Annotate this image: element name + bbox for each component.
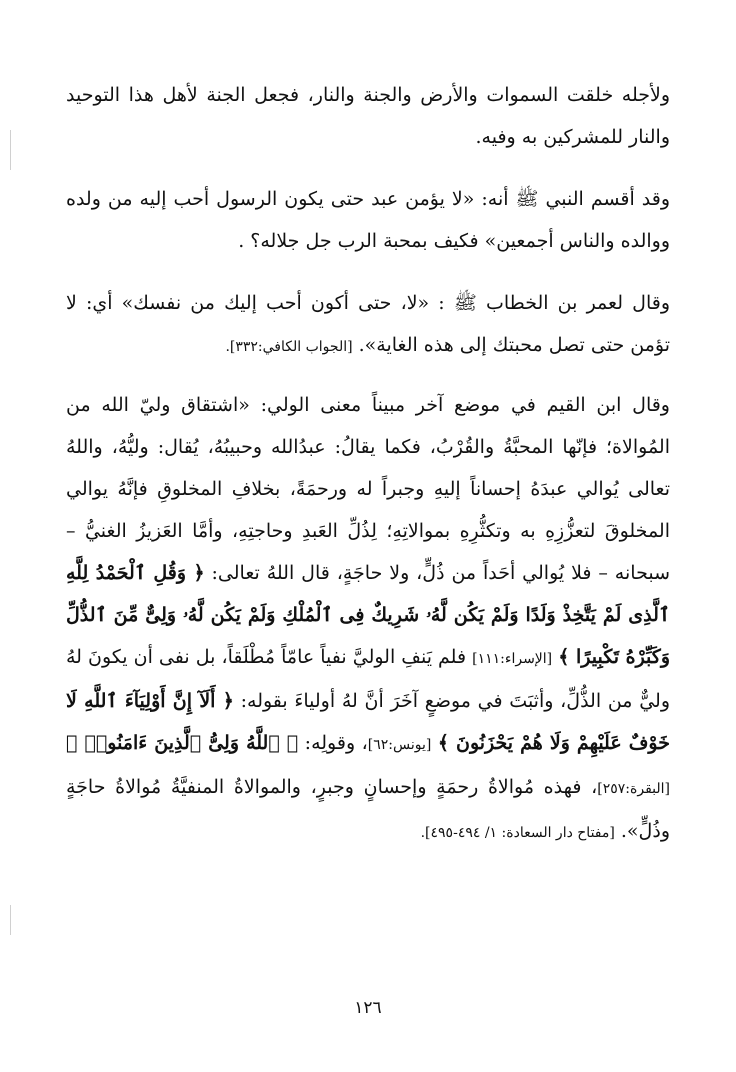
quran-quote: ﴿ ٱللَّهُ وَلِىُّ ٱلَّذِينَ ءَامَنُوا۟ ﴾	[66, 732, 299, 754]
paragraph-text: فلم يَنفِ الوليَّ نفياً عامّاً مُطْلَقاً، بل نفى أن يكونَ لهُ وليٌّ من الذُّلِّ، وأثبَتَ في موضعٍ آخَرَ أنَّ لهُ أولياءَ بقوله:	[66, 646, 670, 712]
paragraph-umar	[66, 282, 670, 368]
scan-edge-mark	[10, 905, 11, 935]
scan-edge-mark	[10, 130, 11, 170]
paragraph-text: وقال ابن القيم في موضع آخر مبيناً معنى الولي: «اشتقاق وليّ الله من المُوالاة؛ فإنّها المحبَّةُ والقُرْبُ، فكما يقالُ: عبدُالله وحبيبُهُ، يُقال: وليُّهُ، واللهُ تعالى يُوالي عبدَهُ إحساناً إليهِ وجبراً له ورحمَةً، بخلافِ المخلوقِ فإنَّهُ يوالي المخلوقَ لتعزُّزِهِ به وتكثُّرِهِ بموالاتِهِ؛ لِذُلِّ العَبدِ وحاجتِهِ، وأمَّا العَزيزُ الغنيُّ – سبحانه – فلا يُوالي أحَداً من ذُلٍّ، ولا حاجَةٍ، قال اللهُ تعالى:	[66, 394, 670, 584]
quran-quote: ﴿ أَلَآ إِنَّ أَوْلِيَآءَ ٱللَّهِ لَا خَوْفٌ عَلَيْهِمْ وَلَا هُمْ يَحْزَنُونَ ﴾	[66, 690, 670, 754]
paragraph-ibn-qayyim	[66, 384, 670, 854]
citation-reference: [الجواب الكافي:٣٣٢].	[225, 339, 353, 355]
paragraph-hadith-love	[66, 178, 670, 262]
citation-reference: [البقرة:٢٥٧]	[597, 781, 670, 797]
paragraph-text: ، وقولِه:	[298, 732, 368, 754]
paragraph-tawhid	[66, 74, 670, 158]
paragraph-text: وقد أقسم النبي ﷺ أنه: «لا يؤمن عبد حتى يكون الرسول أحب إليه من ولده ووالده والناس أجمعين» فكيف بمحبة الرب جل جلاله؟ .	[66, 188, 670, 252]
paragraph-text: ولأجله خلقت السموات والأرض والجنة والنار، فجعل الجنة لأهل هذا التوحيد والنار للمشركين به وفيه.	[66, 84, 670, 148]
page-number: ١٢٦	[354, 998, 382, 1018]
citation-reference: [مفتاح دار السعادة: ١/ ٤٩٤-٤٩٥].	[420, 825, 615, 841]
quran-quote: ﴿ وَقُلِ ٱلْحَمْدُ لِلَّهِ ٱلَّذِى لَمْ يَتَّخِذْ وَلَدًا وَلَمْ يَكُن لَّهُۥ شَرِيكٌ فِى ٱلْمُلْكِ وَلَمْ يَكُن لَّهُۥ وَلِىٌّ مِّنَ ٱلذُّلِّ وَكَبِّرْهُ تَكْبِيرًا ﴾	[66, 562, 671, 668]
paragraph-text: وقال لعمر بن الخطاب ﷺ : «لا، حتى أكون أحب إليك من نفسك» أي: لا تؤمن حتى تصل محبتك إلى هذه الغاية».	[66, 292, 670, 356]
paragraph-text: ، فهذه مُوالاةُ رحمَةٍ وإحسانٍ وجبرٍ، والموالاةُ المنفيَّةُ مُوالاةُ حاجَةٍ وذُلٍّ».	[66, 776, 670, 842]
citation-reference: [يونس:٦٢]	[367, 737, 432, 753]
page-body	[66, 74, 670, 854]
citation-reference: [الإسراء:١١١]	[472, 651, 553, 667]
